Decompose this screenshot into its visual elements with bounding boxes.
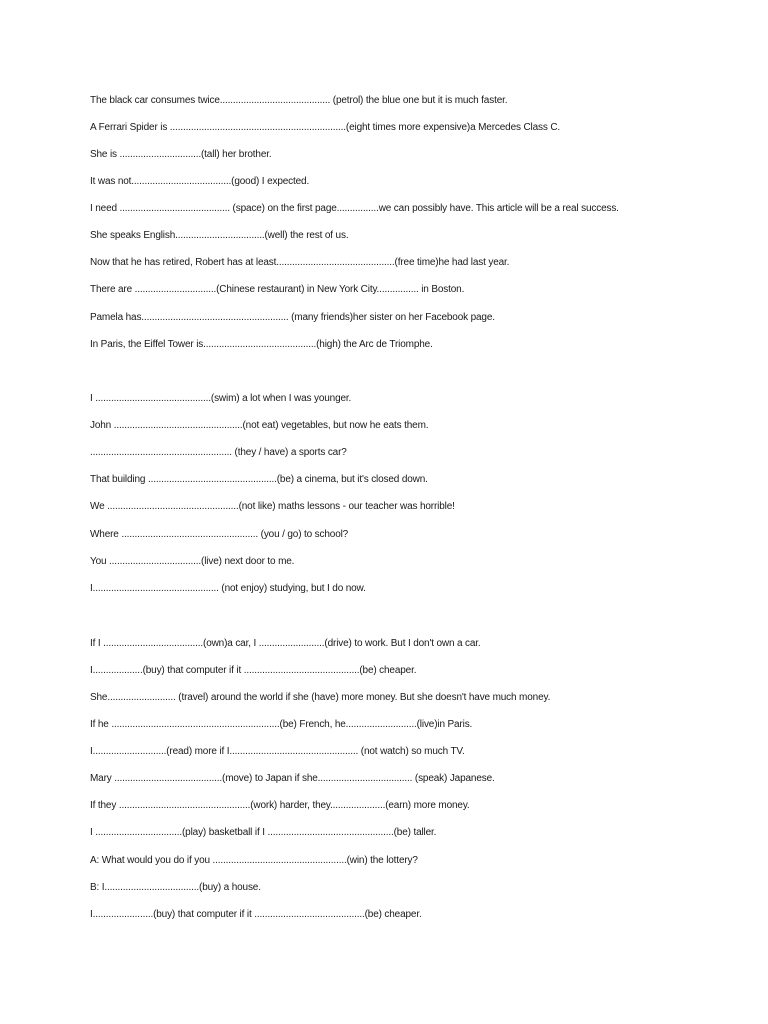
exercise-3-line-8: I .................................(play) basketball if I ................................................(be) taller. [90, 827, 437, 838]
exercise-1-line-8: There are ...............................(Chinese restaurant) in New York City................ in Boston. [90, 284, 465, 295]
exercise-3-line-11: I.......................(buy) that computer if it ..........................................(be) cheaper. [90, 909, 422, 920]
exercise-3-line-5: I............................(read) more if I................................................. (not watch) so much TV. [90, 746, 465, 757]
exercise-2-line-4: That building .................................................(be) a cinema, but it's closed down. [90, 474, 428, 485]
exercise-1-line-6: She speaks English..................................(well) the rest of us. [90, 230, 349, 241]
exercise-2-line-3: ...................................................... (they / have) a sports car? [90, 447, 347, 458]
exercise-3-line-2: I...................(buy) that computer if it ............................................(be) cheaper. [90, 665, 417, 676]
exercise-1-line-7: Now that he has retired, Robert has at least.............................................(free time)he had last year. [90, 257, 510, 268]
exercise-1-line-3: She is ...............................(tall) her brother. [90, 149, 272, 160]
exercise-3-line-3: She.......................... (travel) around the world if she (have) more money. But she doesn't have much money. [90, 692, 551, 703]
exercise-3-line-6: Mary .........................................(move) to Japan if she.................................... (speak) Japanese. [90, 773, 495, 784]
exercise-1-line-1: The black car consumes twice.......................................... (petrol) the blue one but it is much faster. [90, 95, 508, 106]
exercise-1-line-4: It was not......................................(good) I expected. [90, 176, 310, 187]
exercise-1-line-10: In Paris, the Eiffel Tower is...........................................(high) the Arc de Triomphe. [90, 339, 433, 350]
exercise-2-line-6: Where .................................................... (you / go) to school? [90, 529, 349, 540]
exercise-3-line-4: If he ................................................................(be) French, he...........................(live)in Paris. [90, 719, 473, 730]
exercise-2-line-1: I ............................................(swim) a lot when I was younger. [90, 393, 352, 404]
exercise-2-line-8: I................................................ (not enjoy) studying, but I do now. [90, 583, 366, 594]
exercise-2-line-2: John .................................................(not eat) vegetables, but now he eats them. [90, 420, 429, 431]
exercise-1-line-2: A Ferrari Spider is ...................................................................(eight times more expensive)a Mercedes Class C. [90, 122, 561, 133]
exercise-2-line-7: You ...................................(live) next door to me. [90, 556, 295, 567]
exercise-3-line-1: If I ......................................(own)a car, I .........................(drive) to work. But I don't own a car. [90, 638, 481, 649]
exercise-1-line-5: I need .......................................... (space) on the first page................we can possibly have. This article will be a real success. [90, 203, 619, 214]
exercise-1-line-9: Pamela has........................................................ (many friends)her sister on her Facebook page. [90, 312, 495, 323]
exercise-3-line-10: B: I....................................(buy) a house. [90, 882, 261, 893]
exercise-3-line-7: If they ..................................................(work) harder, they.....................(earn) more money. [90, 800, 470, 811]
exercise-3-line-9: A: What would you do if you ...................................................(win) the lottery? [90, 855, 418, 866]
exercise-2-line-5: We ..................................................(not like) maths lessons - our teacher was horrible! [90, 501, 455, 512]
